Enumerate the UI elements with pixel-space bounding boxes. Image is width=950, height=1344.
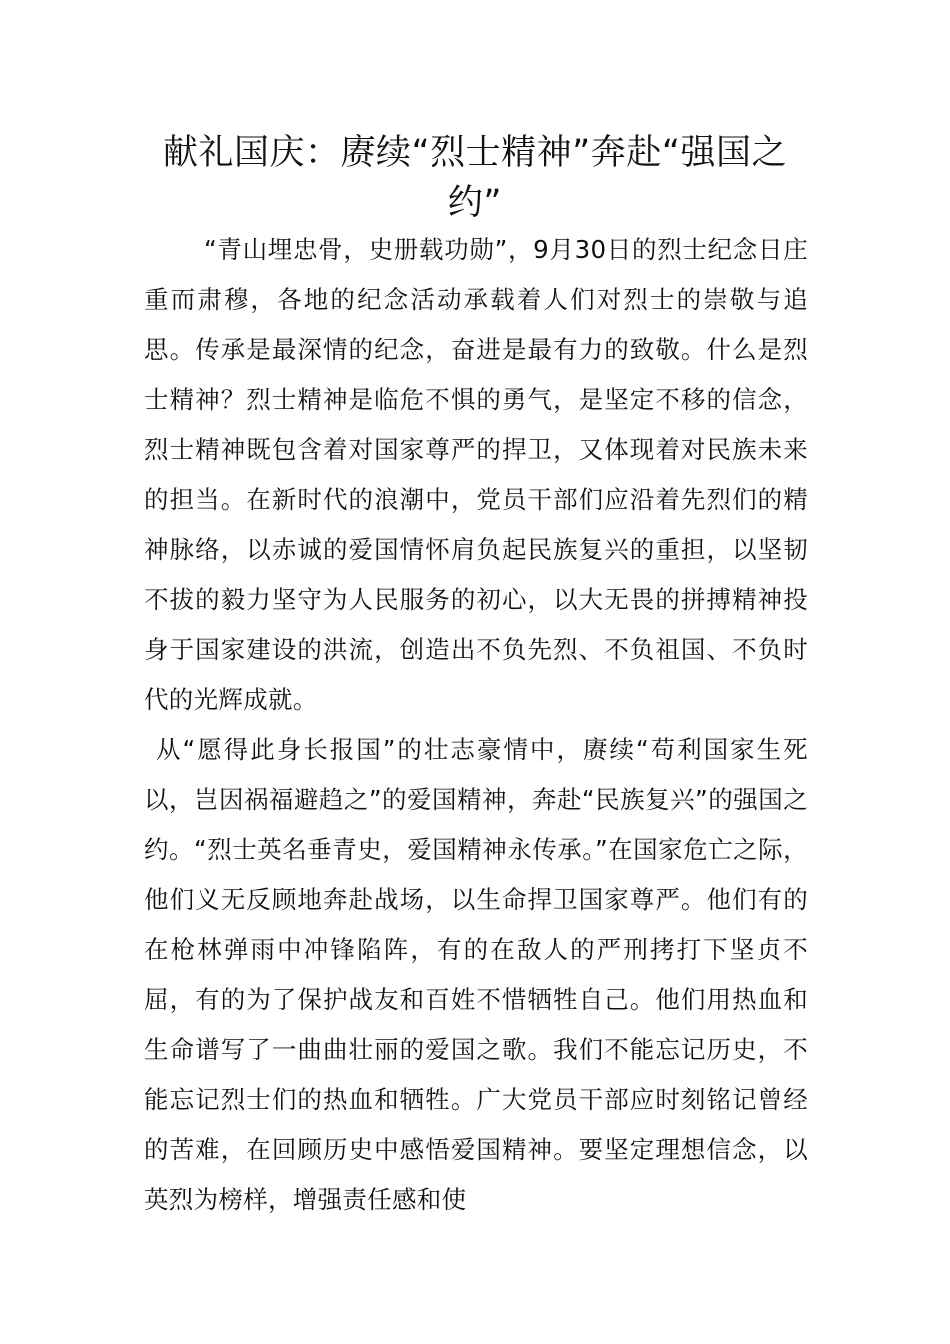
document-body — [144, 225, 808, 1225]
paragraph-2: 从“愿得此身长报国”的壮志豪情中，赓续“苟利国家生死以，岂因祸福避趋之”的爱国精神，奔赴“民族复兴”的强国之约。“烈士英名垂青史，爱国精神永传承。”在国家危亡之际，他们义无反顾地奔赴战场，以生命捍卫国家尊严。他们有的在枪林弹雨中冲锋陷阵，有的在敌人的严刑拷打下坚贞不屈，有的为了保护战友和百姓不惜牺牲自己。他们用热血和生命谱写了一曲曲壮丽的爱国之歌。我们不能忘记历史，不能忘记烈士们的热血和牺牲。广大党员干部应时刻铭记曾经的苦难，在回顾历史中感悟爱国精神。要坚定理想信念，以英烈为榜样，增强责任感和使 — [144, 735, 808, 1214]
paragraph-1: “青山埋忠骨，史册载功勋”，9月30日的烈士纪念日庄重而肃穆，各地的纪念活动承载着人们对烈士的崇敬与追思。传承是最深情的纪念，奋进是最有力的致敬。什么是烈士精神？烈士精神是临危不惧的勇气，是坚定不移的信念，烈士精神既包含着对国家尊严的捍卫，又体现着对民族未来的担当。在新时代的浪潮中，党员干部们应沿着先烈们的精神脉络，以赤诚的爱国情怀肩负起民族复兴的重担，以坚韧不拔的毅力坚守为人民服务的初心，以大无畏的拼搏精神投身于国家建设的洪流，创造出不负先烈、不负祖国、不负时代的光辉成就。 — [144, 235, 808, 714]
document-title: 献礼国庆：赓续“烈士精神”奔赴“强国之约” — [163, 133, 787, 223]
